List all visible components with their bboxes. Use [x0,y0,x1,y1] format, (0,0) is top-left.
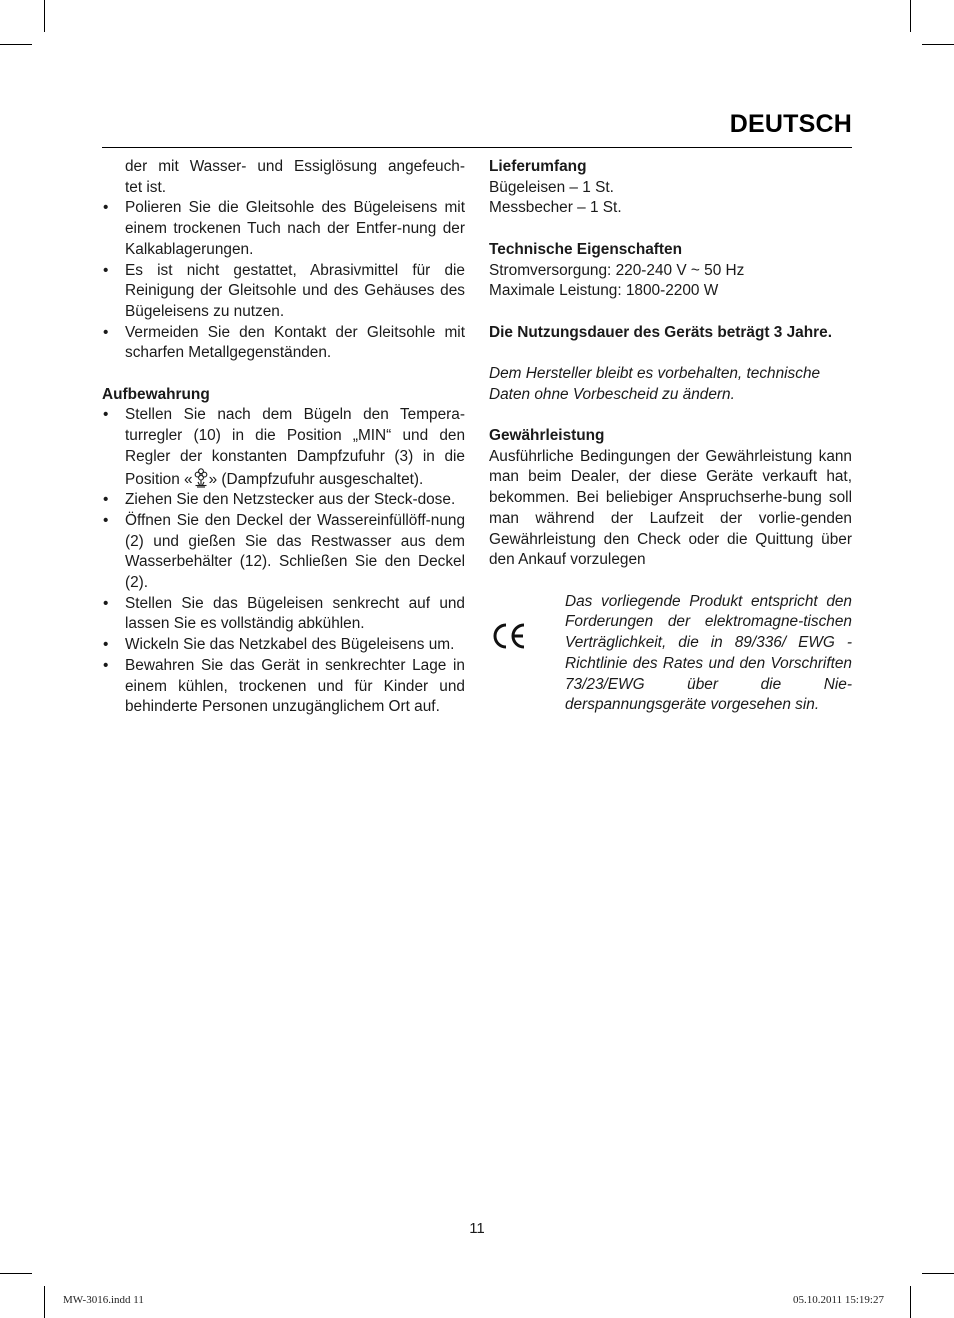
crop-mark [44,0,45,32]
list-item: • Öffnen Sie den Deckel der Wassereinfüllöff-nung (2) und gießen Sie das Restwasser aus dem Wasserbehälter (12). Schließen Sie den Deckel (2). [102,511,465,594]
cleaning-list [102,198,465,364]
page-title: DEUTSCH [729,110,852,138]
spec-item: Stromversorgung: 220-240 V ~ 50 Hz [489,261,745,279]
ce-section [489,592,852,716]
ce-text: Das vorliegende Produkt entspricht den Forderungen der elektromagne-tischen Verträglichkeit, die in 89/336/ EWG -Richtlinie des Rates und den Vorschriften 73/23/EWG über die Nie-derspannungsgeräte vorgesehen sin. [565,592,852,714]
slug-right: 05.10.2011 15:19:27 [793,1294,884,1306]
slug-left: MW-3016.indd 11 [63,1294,144,1306]
list-item: • Es ist nicht gestattet, Abrasivmittel für die Reinigung der Gleitsohle und des Gehäuses des Bügeleisens zu nutzen. [102,261,465,323]
delivery-item: Bügeleisen – 1 St. [489,178,614,196]
header-rule [102,147,852,148]
list-item: • Vermeiden Sie den Kontakt der Gleitsohle mit scharfen Metallgegenständen. [102,323,465,364]
list-item-text: » (Dampfzufuhr ausgeschaltet). [208,470,424,488]
section-heading: Gewährleistung [489,427,605,445]
list-item: • Stellen Sie das Bügeleisen senkrecht auf und lassen Sie es vollständig abkühlen. [102,594,465,635]
ce-mark-icon [489,621,529,651]
crop-mark [910,1286,911,1318]
list-item: • Ziehen Sie den Netzstecker aus der Steck-dose. [102,490,465,511]
service-life: Die Nutzungsdauer des Geräts beträgt 3 Jahre. [489,323,832,341]
crop-mark [0,44,32,45]
section-heading: Technische Eigenschaften [489,240,683,258]
disclaimer: Dem Hersteller bleibt es vorbehalten, technische Daten ohne Vorbescheid zu ändern. [489,364,821,403]
list-item [102,405,465,490]
ce-mark [489,592,565,658]
list-item: • Wickeln Sie das Netzkabel des Bügeleisens um. [102,635,465,656]
delivery-item: Messbecher – 1 St. [489,199,622,217]
intro-line: tet ist. [125,178,167,196]
crop-mark [0,1273,32,1274]
storage-list [102,405,465,718]
section-heading: Aufbewahrung [102,385,210,403]
list-item-text: Stellen Sie nach dem Bügeln den Tempera-turregler (10) in die Position „MIN“ und den Regler der konstanten Dampfzufuhr (3) in die Position « [125,406,465,488]
list-item: • Bewahren Sie das Gerät in senkrechter Lage in einem kühlen, trockenen und für Kinder und behinderte Personen unzugänglichem Ort auf. [102,656,465,718]
left-column [102,157,465,718]
intro-line: der mit Wasser- und Essiglösung angefeuch- [125,158,465,175]
section-heading: Lieferumfang [489,158,587,175]
crop-mark [910,0,911,32]
crop-mark [922,1273,954,1274]
crop-mark [44,1286,45,1318]
right-column [489,157,852,716]
warranty-text: Ausführliche Bedingungen der Gewährleistung kann man beim Dealer, der diese Geräte verkauft hat, bekommen. Bei beliebiger Anspruchserhe-bung soll man während der Laufzeit der vorlie-genden Gewährleistung den Check oder die Quittung über den Ankauf vorzulegen [489,447,852,569]
steam-off-icon [193,468,209,488]
page-number: 11 [469,1220,485,1237]
crop-mark [922,44,954,45]
spec-item: Maximale Leistung: 1800-2200 W [489,282,719,300]
list-item: • Polieren Sie die Gleitsohle des Bügeleisens mit einem trockenen Tuch nach der Entfer-nung der Kalkablagerungen. [102,198,465,260]
